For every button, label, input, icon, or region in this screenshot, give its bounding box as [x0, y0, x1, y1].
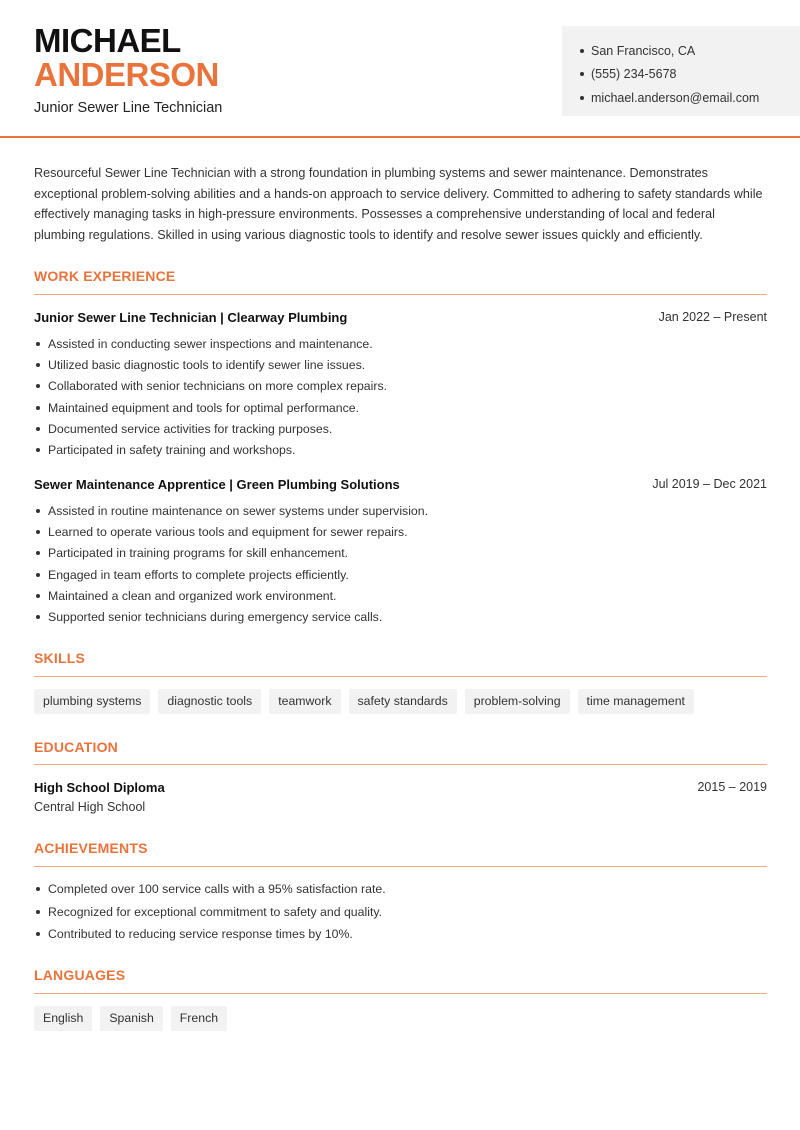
achievements-list [34, 878, 386, 946]
bullet-icon [36, 615, 40, 619]
summary: Resourceful Sewer Line Technician with a strong foundation in plumbing systems and sewer maintenance. Demonstrates exceptional problem-solving abilities and a hands-on approach to service delivery. Committed to adhering to safety standards while effectively managing tasks in high-pressure environments. Possesses a comprehensive understanding of local and federal plumbing regulations. Skilled in using various diagnostic tools to identify and resolve sewer issues quickly and efficiently. [34, 166, 763, 243]
list-item [34, 376, 387, 397]
list-item-text: Learned to operate various tools and equipment for sewer repairs. [48, 524, 408, 539]
list-item [34, 923, 386, 946]
contact-email [580, 86, 800, 110]
list-item [34, 397, 387, 418]
bullet-icon [36, 363, 40, 367]
list-item-text: Maintained equipment and tools for optimal performance. [48, 400, 360, 415]
education-degree: High School Diploma [34, 780, 165, 795]
list-item [34, 418, 387, 439]
section-title-education: EDUCATION [34, 739, 118, 755]
list-item [34, 564, 428, 585]
languages-list [34, 1006, 227, 1031]
section-title-skills: SKILLS [34, 650, 85, 666]
section-divider [34, 993, 767, 994]
bullet-icon [36, 887, 40, 891]
list-item [34, 333, 387, 354]
bullet-icon [36, 342, 40, 346]
section-title-work: WORK EXPERIENCE [34, 268, 176, 284]
language-tag: French [171, 1006, 227, 1031]
bullet-icon [36, 594, 40, 598]
job-title-1: Junior Sewer Line Technician | Clearway Plumbing [34, 310, 348, 325]
job-bullets-1 [34, 333, 387, 461]
list-item [34, 521, 428, 542]
list-item-text: Recognized for exceptional commitment to safety and quality. [48, 904, 383, 919]
list-item [34, 878, 386, 901]
section-title-languages: LANGUAGES [34, 967, 126, 983]
list-item-text: Documented service activities for tracking purposes. [48, 421, 333, 436]
first-name: MICHAEL [34, 22, 181, 59]
contact-email-text: michael.anderson@email.com [591, 90, 760, 105]
bullet-icon [36, 384, 40, 388]
language-tag: Spanish [100, 1006, 162, 1031]
bullet-icon [36, 509, 40, 513]
section-divider [34, 676, 767, 677]
bullet-icon [580, 49, 584, 53]
skill-tag: safety standards [349, 689, 457, 714]
skills-list [34, 689, 694, 714]
skill-tag: time management [578, 689, 694, 714]
bullet-icon [36, 910, 40, 914]
job-dates-2: Jul 2019 – Dec 2021 [652, 477, 767, 491]
bullet-icon [36, 448, 40, 452]
list-item [34, 543, 428, 564]
section-divider [34, 294, 767, 295]
resume-header [0, 0, 800, 138]
list-item-text: Utilized basic diagnostic tools to identify sewer line issues. [48, 357, 366, 372]
skill-tag: plumbing systems [34, 689, 150, 714]
contact-location-text: San Francisco, CA [591, 43, 696, 58]
language-tag: English [34, 1006, 92, 1031]
list-item [34, 439, 387, 460]
contact-phone [580, 63, 800, 87]
contact-phone-text: (555) 234-5678 [591, 67, 677, 82]
contact-box [562, 26, 800, 116]
section-title-achievements: ACHIEVEMENTS [34, 840, 148, 856]
last-name: ANDERSON [34, 56, 219, 93]
bullet-icon [36, 530, 40, 534]
list-item-text: Contributed to reducing service response times by 10%. [48, 927, 353, 942]
contact-location [580, 39, 800, 63]
list-item-text: Collaborated with senior technicians on more complex repairs. [48, 379, 388, 394]
bullet-icon [36, 551, 40, 555]
job-title-2: Sewer Maintenance Apprentice | Green Plumbing Solutions [34, 477, 400, 492]
list-item-text: Maintained a clean and organized work environment. [48, 588, 337, 603]
bullet-icon [36, 932, 40, 936]
list-item-text: Participated in safety training and workshops. [48, 443, 296, 458]
list-item-text: Supported senior technicians during emergency service calls. [48, 610, 383, 625]
list-item [34, 500, 428, 521]
section-divider [34, 764, 767, 765]
list-item-text: Assisted in routine maintenance on sewer systems under supervision. [48, 503, 429, 518]
bullet-icon [580, 72, 584, 76]
education-dates: 2015 – 2019 [697, 780, 767, 794]
list-item-text: Completed over 100 service calls with a 95% satisfaction rate. [48, 882, 386, 897]
skill-tag: diagnostic tools [158, 689, 261, 714]
bullet-icon [580, 96, 584, 100]
list-item-text: Assisted in conducting sewer inspections and maintenance. [48, 336, 373, 351]
bullet-icon [36, 427, 40, 431]
education-school: Central High School [34, 800, 146, 814]
bullet-icon [36, 406, 40, 410]
list-item [34, 354, 387, 375]
skill-tag: problem-solving [465, 689, 570, 714]
list-item [34, 585, 428, 606]
list-item-text: Engaged in team efforts to complete projects efficiently. [48, 567, 349, 582]
job-title: Junior Sewer Line Technician [34, 100, 223, 116]
list-item [34, 606, 428, 627]
section-divider [34, 866, 767, 867]
job-dates-1: Jan 2022 – Present [658, 310, 767, 324]
job-bullets-2 [34, 500, 428, 628]
bullet-icon [36, 573, 40, 577]
skill-tag: teamwork [269, 689, 340, 714]
list-item [34, 901, 386, 924]
list-item-text: Participated in training programs for skill enhancement. [48, 546, 349, 561]
